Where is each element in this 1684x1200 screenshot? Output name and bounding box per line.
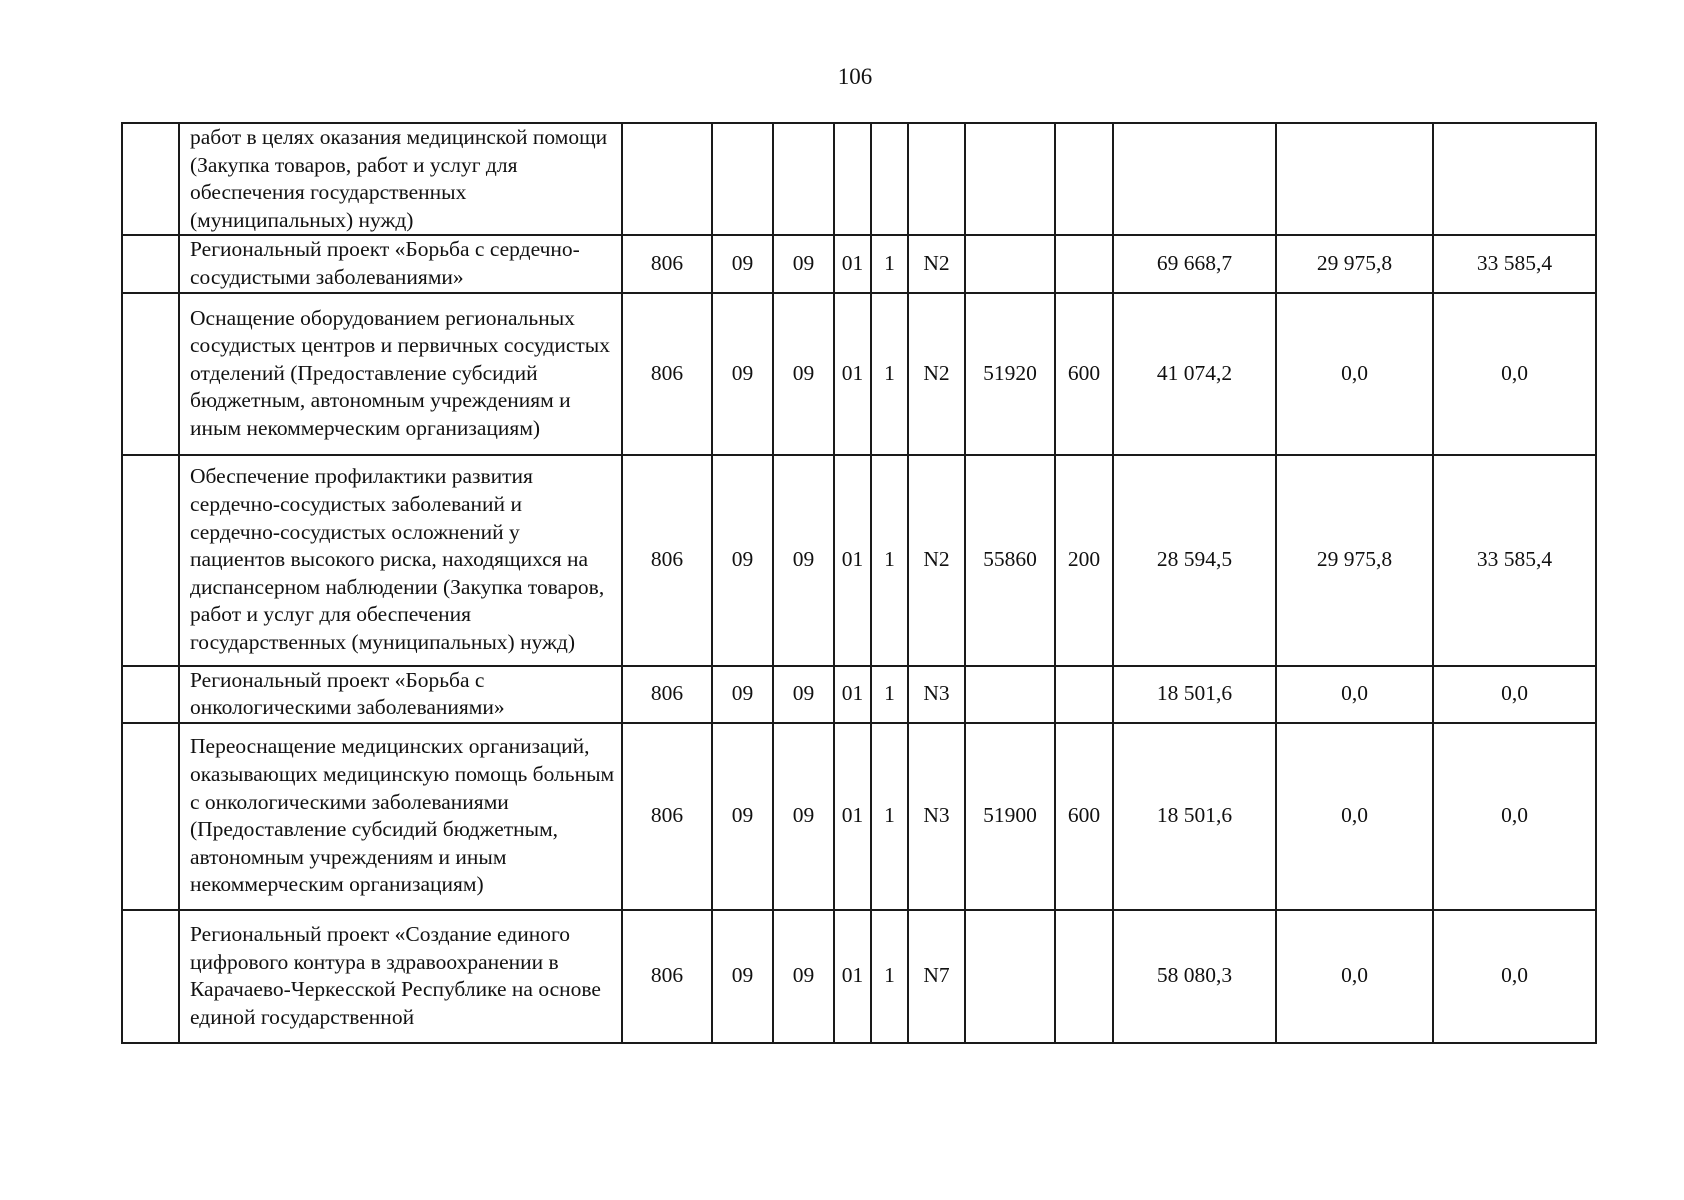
amount-year-1-cell: 18 501,6 (1113, 666, 1276, 723)
subsection-code-cell: 09 (773, 293, 834, 455)
subsection-code-cell: 09 (773, 666, 834, 723)
expense-type-cell: 600 (1055, 723, 1113, 910)
amount-year-1-cell: 69 668,7 (1113, 235, 1276, 292)
program-code-cell: 01 (834, 910, 871, 1043)
ministry-code-cell: 806 (622, 455, 712, 666)
ministry-code-cell: 806 (622, 666, 712, 723)
amount-year-3-cell: 0,0 (1433, 910, 1596, 1043)
amount-year-2-cell: 0,0 (1276, 723, 1433, 910)
direction-code-cell (965, 123, 1055, 235)
expense-type-cell: 200 (1055, 455, 1113, 666)
subprogram-code-cell (871, 123, 908, 235)
subprogram-code-cell: 1 (871, 723, 908, 910)
amount-year-2-cell: 29 975,8 (1276, 235, 1433, 292)
description-cell: Обеспечение профилактики развития сердечно-сосудистых заболеваний и сердечно-сосудистых осложнений у пациентов высокого риска, находящихся на диспансерном наблюдении (Закупка товаров, работ и услуг для обеспечения государственных (муниципальных) нужд) (179, 455, 622, 666)
ministry-code-cell (622, 123, 712, 235)
page-number: 106 (837, 64, 873, 89)
budget-table (121, 122, 1597, 1044)
table-row (122, 910, 1596, 1043)
expense-type-cell (1055, 235, 1113, 292)
row-number-cell (122, 123, 179, 235)
section-code-cell: 09 (712, 455, 773, 666)
row-number-cell (122, 910, 179, 1043)
description-cell: работ в целях оказания медицинской помощи (Закупка товаров, работ и услуг для обеспечения государственных (муниципальных) нужд) (179, 123, 622, 235)
expense-type-cell (1055, 123, 1113, 235)
amount-year-3-cell (1433, 123, 1596, 235)
expense-type-cell: 600 (1055, 293, 1113, 455)
direction-code-cell: 51900 (965, 723, 1055, 910)
section-code-cell: 09 (712, 235, 773, 292)
amount-year-1-cell: 41 074,2 (1113, 293, 1276, 455)
ministry-code-cell: 806 (622, 723, 712, 910)
section-code-cell (712, 123, 773, 235)
table-row (122, 455, 1596, 666)
direction-code-cell (965, 666, 1055, 723)
amount-year-1-cell (1113, 123, 1276, 235)
description-cell: Региональный проект «Создание единого цифрового контура в здравоохранении в Карачаево-Черкесской Республике на основе единой государственной (179, 910, 622, 1043)
section-code-cell: 09 (712, 723, 773, 910)
row-number-cell (122, 723, 179, 910)
description-cell: Оснащение оборудованием региональных сосудистых центров и первичных сосудистых отделений (Предоставление субсидий бюджетным, автономным учреждениям и иным некоммерческим организациям) (179, 293, 622, 455)
row-number-cell (122, 293, 179, 455)
amount-year-2-cell (1276, 123, 1433, 235)
program-code-cell (834, 123, 871, 235)
project-code-cell: N7 (908, 910, 965, 1043)
project-code-cell (908, 123, 965, 235)
amount-year-1-cell: 28 594,5 (1113, 455, 1276, 666)
description-cell: Региональный проект «Борьба с онкологическими заболеваниями» (179, 666, 622, 723)
ministry-code-cell: 806 (622, 293, 712, 455)
row-number-cell (122, 666, 179, 723)
row-number-cell (122, 455, 179, 666)
description-cell: Переоснащение медицинских организаций, оказывающих медицинскую помощь больным с онкологическими заболеваниями (Предоставление субсидий бюджетным, автономным учреждениям и иным некоммерческим организациям) (179, 723, 622, 910)
subsection-code-cell: 09 (773, 235, 834, 292)
amount-year-2-cell: 0,0 (1276, 910, 1433, 1043)
amount-year-3-cell: 0,0 (1433, 293, 1596, 455)
program-code-cell: 01 (834, 455, 871, 666)
project-code-cell: N3 (908, 666, 965, 723)
program-code-cell: 01 (834, 235, 871, 292)
program-code-cell: 01 (834, 293, 871, 455)
expense-type-cell (1055, 666, 1113, 723)
section-code-cell: 09 (712, 293, 773, 455)
expense-type-cell (1055, 910, 1113, 1043)
program-code-cell: 01 (834, 666, 871, 723)
subprogram-code-cell: 1 (871, 910, 908, 1043)
amount-year-2-cell: 0,0 (1276, 293, 1433, 455)
subsection-code-cell: 09 (773, 910, 834, 1043)
direction-code-cell: 51920 (965, 293, 1055, 455)
amount-year-3-cell: 33 585,4 (1433, 455, 1596, 666)
table-row (122, 666, 1596, 723)
project-code-cell: N2 (908, 235, 965, 292)
table-row (122, 293, 1596, 455)
direction-code-cell: 55860 (965, 455, 1055, 666)
project-code-cell: N2 (908, 293, 965, 455)
subprogram-code-cell: 1 (871, 293, 908, 455)
ministry-code-cell: 806 (622, 910, 712, 1043)
table-row (122, 723, 1596, 910)
amount-year-2-cell: 0,0 (1276, 666, 1433, 723)
amount-year-1-cell: 18 501,6 (1113, 723, 1276, 910)
section-code-cell: 09 (712, 666, 773, 723)
table-row (122, 235, 1596, 292)
direction-code-cell (965, 910, 1055, 1043)
table-row (122, 123, 1596, 235)
description-cell: Региональный проект «Борьба с сердечно-сосудистыми заболеваниями» (179, 235, 622, 292)
subsection-code-cell: 09 (773, 455, 834, 666)
project-code-cell: N2 (908, 455, 965, 666)
subsection-code-cell (773, 123, 834, 235)
budget-table-body (122, 123, 1596, 1043)
direction-code-cell (965, 235, 1055, 292)
row-number-cell (122, 235, 179, 292)
section-code-cell: 09 (712, 910, 773, 1043)
subprogram-code-cell: 1 (871, 235, 908, 292)
amount-year-2-cell: 29 975,8 (1276, 455, 1433, 666)
ministry-code-cell: 806 (622, 235, 712, 292)
amount-year-3-cell: 33 585,4 (1433, 235, 1596, 292)
amount-year-1-cell: 58 080,3 (1113, 910, 1276, 1043)
subprogram-code-cell: 1 (871, 455, 908, 666)
project-code-cell: N3 (908, 723, 965, 910)
subprogram-code-cell: 1 (871, 666, 908, 723)
amount-year-3-cell: 0,0 (1433, 666, 1596, 723)
amount-year-3-cell: 0,0 (1433, 723, 1596, 910)
subsection-code-cell: 09 (773, 723, 834, 910)
program-code-cell: 01 (834, 723, 871, 910)
